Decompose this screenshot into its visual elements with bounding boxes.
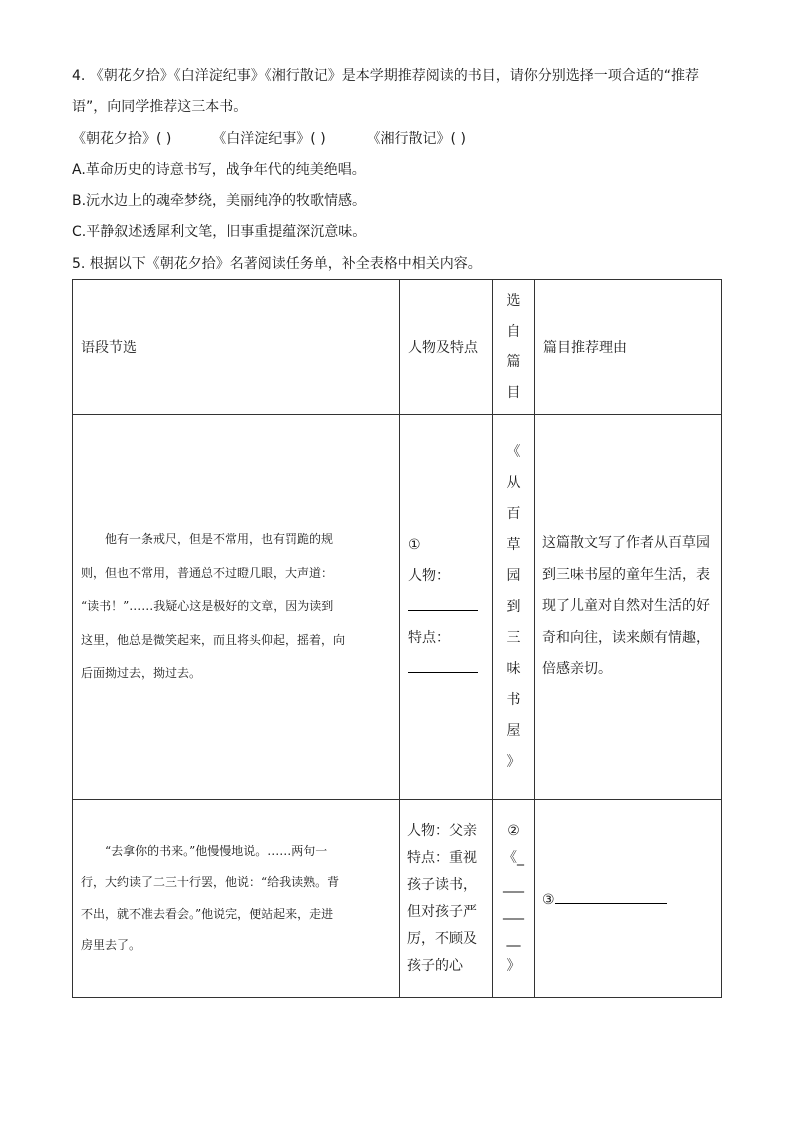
reason-cell (535, 800, 722, 998)
blank-baiyangdian[interactable]: 《白洋淀纪事》( ) (212, 131, 326, 147)
blank-xiangxing[interactable]: 《湘行散记》( ) (366, 131, 466, 147)
character-cell: ① 人物： 特点： (400, 415, 493, 800)
answer-marker-3: ③ (542, 892, 555, 908)
table-header-row (73, 280, 722, 415)
header-passage: 语段节选 (73, 280, 400, 415)
header-character: 人物及特点 (400, 280, 493, 415)
q5-intro: 5. 根据以下《朝花夕拾》名著阅读任务单，补全表格中相关内容。 (72, 256, 482, 272)
passage-cell: 他有一条戒尺，但是不常用，也有罚跪的规 则，但也不常用，普通总不过瞪几眼，大声道： “读书！”……我疑心这是极好的文章，因为读到 这里，他总是微笑起来，而且将头仰起，摇着，向 后面拗过去，拗过去。 (73, 415, 400, 800)
reading-task-table (72, 279, 722, 998)
header-reason: 篇目推荐理由 (535, 280, 722, 415)
person-blank[interactable] (408, 596, 478, 611)
passage-cell: “去拿你的书来。”他慢慢地说。……两句一 行，大约读了二三十行罢，他说：“给我读熟。背 不出，就不准去看会。”他说完，便站起来，走进 房里去了。 (73, 800, 400, 998)
q4-line-1: 4. 《朝花夕拾》《白洋淀纪事》《湘行散记》是本学期推荐阅读的书目，请你分别选择一项合适的“推荐 (72, 68, 700, 84)
answer-marker-1: ① (408, 536, 421, 553)
q4-blanks (72, 129, 466, 149)
source-cell: 《 从 百 草 园 到 三 味 书 屋 》 (493, 415, 535, 800)
header-source: 选 自 篇 目 (493, 280, 535, 415)
source-blank-cell[interactable]: ② 《_ ___ ___ __ 》 (493, 800, 535, 998)
trait-blank[interactable] (408, 658, 478, 673)
table-row (73, 800, 722, 998)
option-b: B.沅水边上的魂牵梦绕，美丽纯净的牧歌情感。 (72, 193, 367, 209)
option-a: A.革命历史的诗意书写，战争年代的纯美绝唱。 (72, 162, 366, 178)
reason-cell: 这篇散文写了作者从百草园 到三味书屋的童年生活，表 现了儿童对自然对生活的好 奇和向往，读来颇有情趣， 倍感亲切。 (535, 415, 722, 800)
table-row (73, 415, 722, 800)
reason-blank[interactable] (555, 889, 667, 904)
blank-chaohua[interactable]: 《朝花夕拾》( ) (72, 131, 172, 147)
q4-line-2: 语”，向同学推荐这三本书。 (72, 99, 248, 115)
option-c: C.平静叙述透犀利文笔，旧事重提蕴深沉意味。 (72, 224, 367, 240)
character-cell: 人物：父亲 特点：重视 孩子读书， 但对孩子严 厉，不顾及 孩子的心 (400, 800, 493, 998)
